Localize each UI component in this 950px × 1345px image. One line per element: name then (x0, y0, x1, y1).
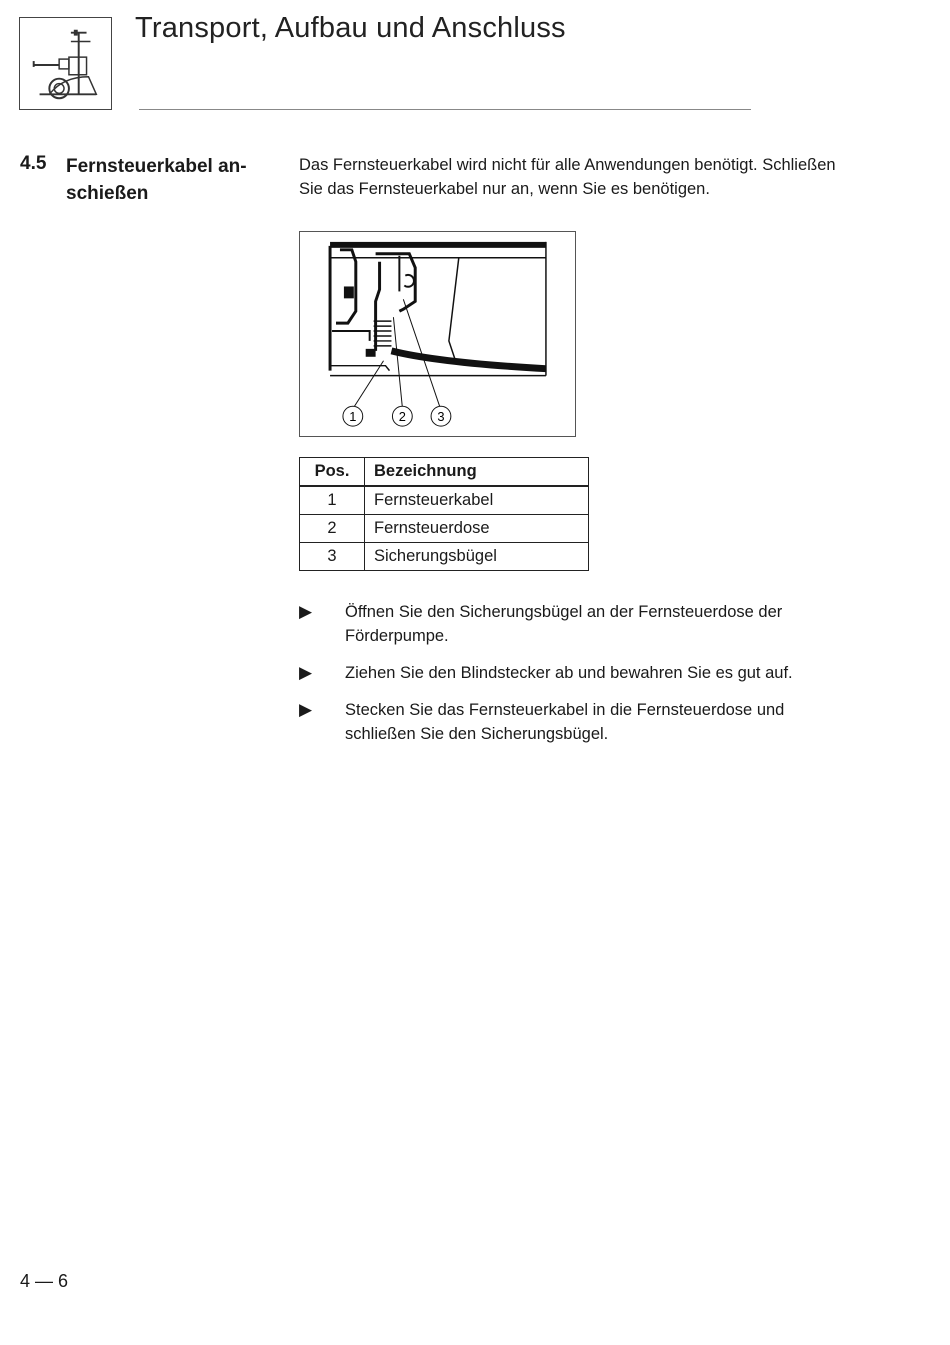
legend-name: Fernsteuerkabel (365, 486, 589, 515)
intro-paragraph: Das Fernsteuerkabel wird nicht für alle Anwendungen benötigt. Schließen Sie das Fernsteuerkabel nur an, wenn Sie es benötigen. (299, 156, 836, 198)
list-item (299, 600, 859, 648)
legend-header-row (300, 458, 589, 487)
triangle-bullet-icon: ▶ (299, 602, 313, 621)
list-item (299, 661, 859, 685)
remote-socket-illustration (300, 232, 575, 436)
triangle-bullet-icon: ▶ (299, 700, 313, 719)
header-divider (139, 109, 751, 110)
section-number: 4.5 (20, 153, 47, 174)
table-row (300, 543, 589, 571)
triangle-bullet-icon: ▶ (299, 663, 313, 682)
callout-1: 1 (349, 409, 357, 425)
chapter-icon-frame (19, 17, 112, 110)
callout-3: 3 (437, 409, 445, 425)
section-title: Fernsteuerkabel an- schießen (66, 156, 247, 204)
table-row (300, 486, 589, 515)
list-item (299, 698, 859, 746)
legend-pos: 3 (300, 543, 365, 571)
legend-header-pos: Pos. (300, 458, 365, 487)
instruction-list (299, 600, 859, 759)
legend-header-name: Bezeichnung (365, 458, 589, 487)
step-text: Ziehen Sie den Blindstecker ab und bewahren Sie es gut auf. (345, 664, 793, 682)
callout-2: 2 (398, 409, 406, 425)
chapter-title: Transport, Aufbau und Anschluss (135, 12, 566, 44)
page-number: 4 — 6 (20, 1271, 69, 1291)
legend-pos: 1 (300, 486, 365, 515)
step-text: Öffnen Sie den Sicherungsbügel an der Fernsteuerdose der Förderpumpe. (345, 603, 783, 645)
legend-name: Sicherungsbügel (365, 543, 589, 571)
legend-name: Fernsteuerdose (365, 515, 589, 543)
table-row (300, 515, 589, 543)
pump-trolley-icon (20, 18, 111, 109)
legend-table (299, 457, 589, 571)
figure-frame (299, 231, 576, 437)
legend-pos: 2 (300, 515, 365, 543)
step-text: Stecken Sie das Fernsteuerkabel in die Fernsteuerdose und schließen Sie den Sicherungsbügel. (345, 701, 785, 743)
